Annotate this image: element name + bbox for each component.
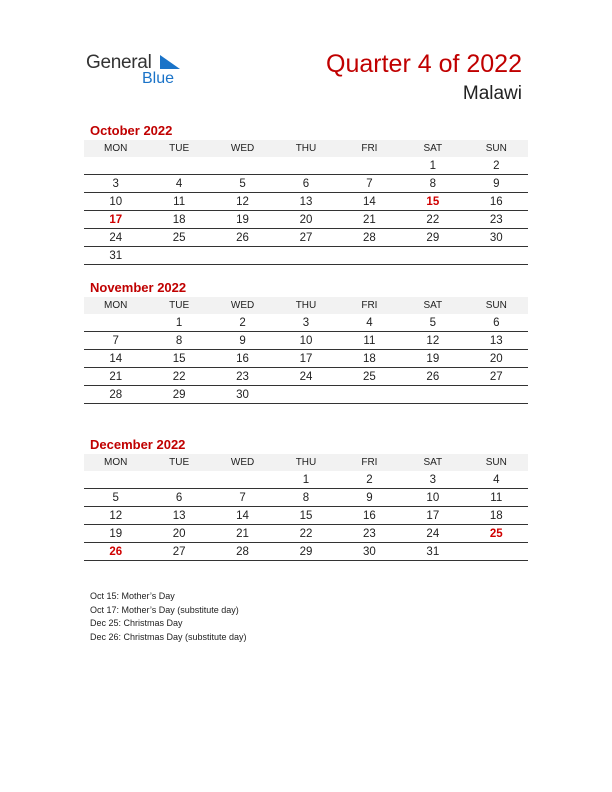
day-cell: 21: [338, 211, 401, 229]
day-cell: 18: [147, 211, 210, 229]
day-cell: 10: [84, 193, 147, 211]
week-row: [84, 386, 528, 404]
weekday-header: TUE: [147, 454, 210, 471]
holiday-note: Oct 17: Mother’s Day (substitute day): [90, 604, 239, 615]
day-cell: 27: [147, 543, 210, 561]
day-cell: [465, 386, 528, 404]
day-cell: 18: [465, 507, 528, 525]
day-cell: 23: [211, 368, 274, 386]
week-row: [84, 175, 528, 193]
weekday-header: WED: [211, 454, 274, 471]
day-cell: 27: [274, 229, 337, 247]
day-cell: 5: [401, 314, 464, 332]
week-row: [84, 229, 528, 247]
day-cell: 23: [465, 211, 528, 229]
day-cell: 29: [147, 386, 210, 404]
day-cell: 25: [338, 368, 401, 386]
weekday-header: WED: [211, 297, 274, 314]
weekday-header: FRI: [338, 297, 401, 314]
day-cell: 28: [84, 386, 147, 404]
day-cell: [84, 471, 147, 489]
day-cell: 17: [401, 507, 464, 525]
day-cell: 27: [465, 368, 528, 386]
day-cell: 24: [274, 368, 337, 386]
day-cell: 2: [338, 471, 401, 489]
day-cell: 1: [274, 471, 337, 489]
day-cell: 13: [465, 332, 528, 350]
week-row: [84, 157, 528, 175]
month-title: October 2022: [90, 123, 173, 138]
day-cell: 26: [84, 543, 147, 561]
holiday-note: Dec 26: Christmas Day (substitute day): [90, 631, 247, 642]
day-cell: 6: [465, 314, 528, 332]
week-row: [84, 507, 528, 525]
day-cell: 31: [84, 247, 147, 265]
weekday-header: SUN: [465, 454, 528, 471]
holiday-note: Oct 15: Mother’s Day: [90, 591, 175, 601]
day-cell: [274, 386, 337, 404]
day-cell: 16: [211, 350, 274, 368]
day-cell: [338, 386, 401, 404]
day-cell: 4: [465, 471, 528, 489]
day-cell: [274, 247, 337, 265]
day-cell: 20: [274, 211, 337, 229]
day-cell: 7: [84, 332, 147, 350]
week-row: [84, 193, 528, 211]
day-cell: 25: [465, 525, 528, 543]
day-cell: 4: [147, 175, 210, 193]
day-cell: 7: [211, 489, 274, 507]
day-cell: 15: [147, 350, 210, 368]
day-cell: 6: [147, 489, 210, 507]
day-cell: 1: [401, 157, 464, 175]
day-cell: [401, 386, 464, 404]
weekday-header: THU: [274, 454, 337, 471]
day-cell: 22: [147, 368, 210, 386]
week-row: [84, 332, 528, 350]
day-cell: 25: [147, 229, 210, 247]
weekday-header: THU: [274, 297, 337, 314]
day-cell: 3: [401, 471, 464, 489]
day-cell: 12: [84, 507, 147, 525]
holiday-note: Dec 25: Christmas Day: [90, 618, 183, 628]
day-cell: 6: [274, 175, 337, 193]
day-cell: [465, 543, 528, 561]
day-cell: 19: [401, 350, 464, 368]
day-cell: 8: [274, 489, 337, 507]
day-cell: 26: [401, 368, 464, 386]
day-cell: [211, 247, 274, 265]
day-cell: 13: [147, 507, 210, 525]
day-cell: 12: [401, 332, 464, 350]
day-cell: 28: [211, 543, 274, 561]
week-row: [84, 314, 528, 332]
logo-flag-icon: [160, 55, 180, 69]
day-cell: 1: [147, 314, 210, 332]
week-row: [84, 543, 528, 561]
day-cell: 17: [84, 211, 147, 229]
week-row: [84, 471, 528, 489]
day-cell: 26: [211, 229, 274, 247]
calendar-grid: [84, 454, 528, 561]
day-cell: [84, 314, 147, 332]
weekday-header: SAT: [401, 140, 464, 157]
week-row: [84, 211, 528, 229]
calendar-grid: [84, 297, 528, 404]
weekday-header: THU: [274, 140, 337, 157]
day-cell: [147, 157, 210, 175]
day-cell: 31: [401, 543, 464, 561]
day-cell: 21: [211, 525, 274, 543]
month-title: December 2022: [90, 437, 186, 452]
day-cell: 11: [147, 193, 210, 211]
day-cell: 4: [338, 314, 401, 332]
day-cell: 18: [338, 350, 401, 368]
weekday-header: SUN: [465, 140, 528, 157]
day-cell: 19: [211, 211, 274, 229]
day-cell: 8: [401, 175, 464, 193]
day-cell: 2: [465, 157, 528, 175]
day-cell: 11: [338, 332, 401, 350]
month-december: [84, 436, 528, 561]
weekday-header: SAT: [401, 297, 464, 314]
day-cell: 24: [401, 525, 464, 543]
day-cell: [84, 157, 147, 175]
day-cell: 14: [211, 507, 274, 525]
day-cell: 30: [465, 229, 528, 247]
day-cell: 5: [84, 489, 147, 507]
day-cell: 21: [84, 368, 147, 386]
logo: [86, 52, 196, 92]
day-cell: 3: [84, 175, 147, 193]
day-cell: 20: [465, 350, 528, 368]
day-cell: 17: [274, 350, 337, 368]
day-cell: 16: [465, 193, 528, 211]
weekday-header: FRI: [338, 454, 401, 471]
day-cell: 14: [338, 193, 401, 211]
week-row: [84, 489, 528, 507]
day-cell: 9: [211, 332, 274, 350]
day-cell: 5: [211, 175, 274, 193]
weekday-header: WED: [211, 140, 274, 157]
day-cell: [211, 157, 274, 175]
day-cell: [465, 247, 528, 265]
weekday-header: TUE: [147, 140, 210, 157]
day-cell: 15: [274, 507, 337, 525]
day-cell: [147, 471, 210, 489]
weekday-header: MON: [84, 140, 147, 157]
logo-word-blue: Blue: [142, 70, 175, 87]
day-cell: 7: [338, 175, 401, 193]
weekday-header: MON: [84, 297, 147, 314]
day-cell: 12: [211, 193, 274, 211]
day-cell: 16: [338, 507, 401, 525]
day-cell: [147, 247, 210, 265]
weekday-header: SAT: [401, 454, 464, 471]
day-cell: 10: [401, 489, 464, 507]
week-row: [84, 368, 528, 386]
day-cell: 22: [401, 211, 464, 229]
day-cell: 9: [465, 175, 528, 193]
day-cell: 29: [401, 229, 464, 247]
day-cell: 20: [147, 525, 210, 543]
logo-word-general: General: [86, 52, 152, 73]
day-cell: 22: [274, 525, 337, 543]
day-cell: 2: [211, 314, 274, 332]
day-cell: 10: [274, 332, 337, 350]
day-cell: [401, 247, 464, 265]
day-cell: 9: [338, 489, 401, 507]
weekday-header: MON: [84, 454, 147, 471]
day-cell: 23: [338, 525, 401, 543]
week-row: [84, 525, 528, 543]
calendar-grid: [84, 140, 528, 265]
day-cell: [274, 157, 337, 175]
week-row: [84, 247, 528, 265]
day-cell: 3: [274, 314, 337, 332]
page-title: Quarter 4 of 2022: [326, 50, 522, 78]
day-cell: 11: [465, 489, 528, 507]
month-title: November 2022: [90, 280, 187, 295]
weekday-header: SUN: [465, 297, 528, 314]
day-cell: 14: [84, 350, 147, 368]
day-cell: 28: [338, 229, 401, 247]
holiday-notes: [90, 590, 247, 644]
week-row: [84, 350, 528, 368]
day-cell: 29: [274, 543, 337, 561]
day-cell: [211, 471, 274, 489]
day-cell: 24: [84, 229, 147, 247]
month-october: [84, 122, 528, 265]
day-cell: 30: [338, 543, 401, 561]
day-cell: [338, 157, 401, 175]
day-cell: 15: [401, 193, 464, 211]
day-cell: 19: [84, 525, 147, 543]
day-cell: 13: [274, 193, 337, 211]
month-november: [84, 279, 528, 404]
day-cell: 8: [147, 332, 210, 350]
weekday-header: TUE: [147, 297, 210, 314]
day-cell: 30: [211, 386, 274, 404]
country-name: Malawi: [462, 83, 522, 104]
day-cell: [338, 247, 401, 265]
weekday-header: FRI: [338, 140, 401, 157]
